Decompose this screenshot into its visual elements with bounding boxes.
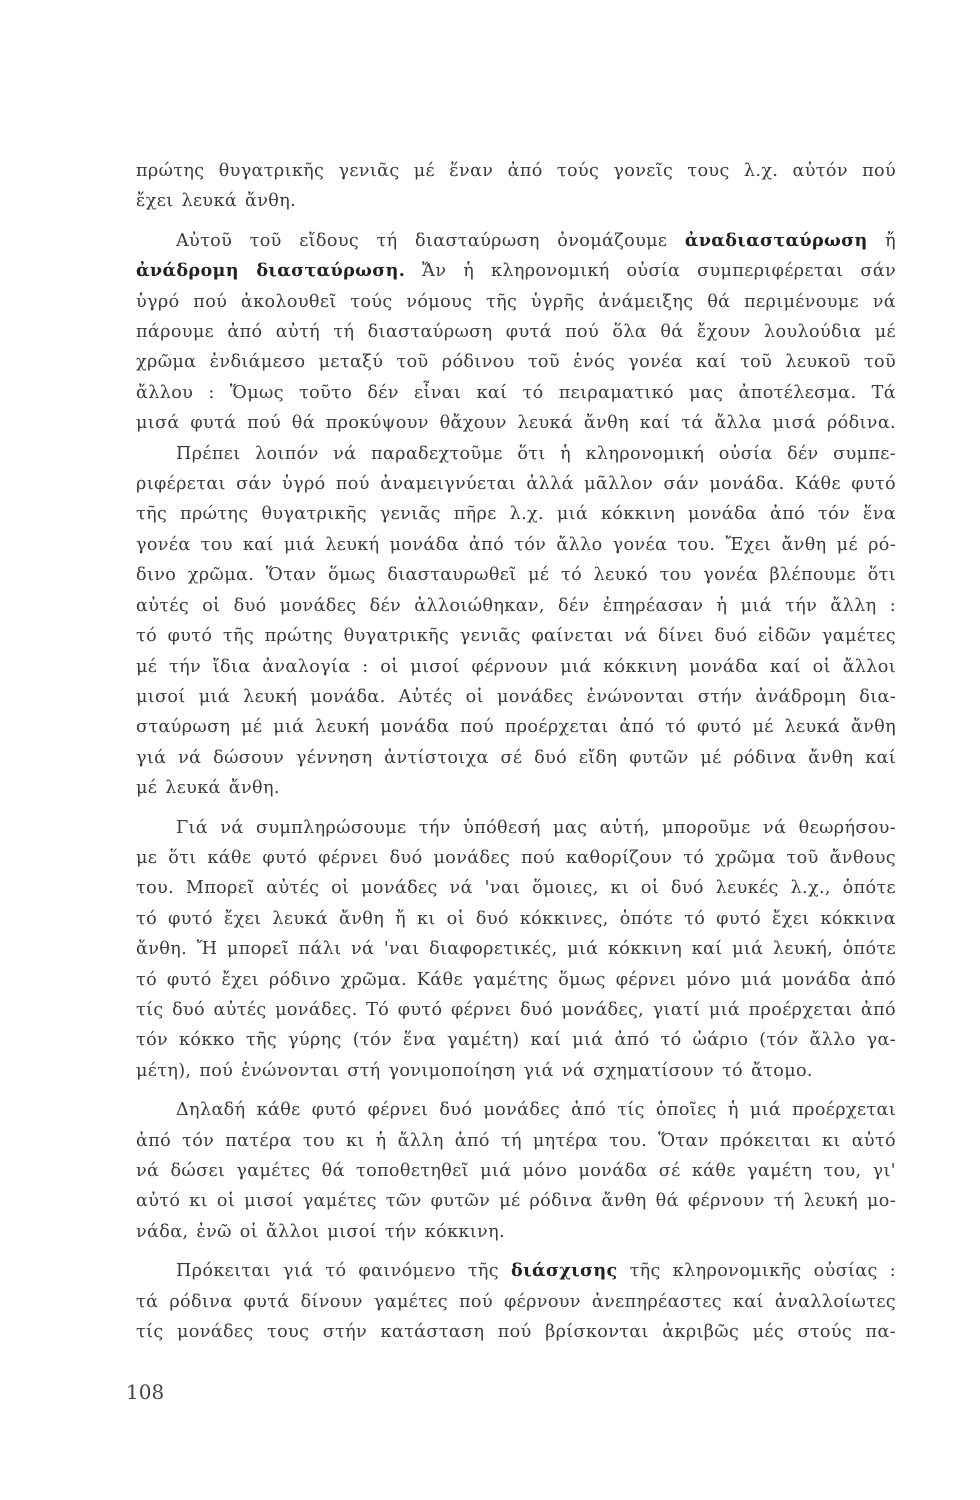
text-line: ὑγρό πού ἀκολουθεῖ τούς νόμους τῆς ὑγρῆς ἀνάμειξης θά περιμένουμε νά xyxy=(136,291,896,312)
text-line xyxy=(136,1256,896,1286)
text-line: ἀπό τόν πατέρα του κι ἡ ἄλλη ἀπό τή μητέρα του. Ὅταν πρόκειται κι αὐτό xyxy=(136,1130,896,1151)
body-text xyxy=(136,156,896,1347)
text-line: ἔχει λευκά ἄνθη. xyxy=(136,191,297,212)
text-line: Γιά νά συμπληρώσουμε τήν ὑπόθεσή μας αὐτή, μποροῦμε νά θεωρήσου- xyxy=(176,817,896,838)
text-line: ἄλλου : Ὅμως τοῦτο δέν εἶναι καί τό πειραματικό μας ἀποτέλεσμα. Τά xyxy=(136,382,896,403)
text-line: του. Μπορεῖ αὐτές οἱ μονάδες νά 'ναι ὅμοιες, κι οἱ δυό λευκές λ.χ., ὁπότε xyxy=(136,878,896,899)
paragraph-1 xyxy=(136,156,896,217)
text-run: Πρόκειται γιά τό φαινόμενο τῆς xyxy=(176,1261,512,1282)
paragraph-6 xyxy=(136,1256,896,1347)
text-line: τό φυτό ἔχει ρόδινο χρῶμα. Κάθε γαμέτης ὅμως φέρνει μόνο μιά μονάδα ἀπό xyxy=(136,969,896,990)
text-line: νά δώσει γαμέτες θά τοποθετηθεῖ μιά μόνο μονάδα σέ κάθε γαμέτη του, γι' xyxy=(136,1161,896,1181)
paragraph-4 xyxy=(136,813,896,1087)
paragraph-2 xyxy=(136,226,896,439)
paragraph-3 xyxy=(136,439,896,804)
text-line xyxy=(136,256,896,286)
text-line: Δηλαδή κάθε φυτό φέρνει δυό μονάδες ἀπό τίς ὁποῖες ἡ μιά προέρχεται xyxy=(176,1100,896,1121)
paragraph-5 xyxy=(136,1095,896,1247)
bold-term: ἀναδιασταύρωση xyxy=(684,229,868,251)
text-line: πάρουμε ἀπό αὐτή τή διασταύρωση φυτά πού ὅλα θά ἔχουν λουλούδια μέ xyxy=(136,322,896,343)
text-run: ἤ xyxy=(867,230,896,251)
text-line: αὐτές οἱ δυό μονάδες δέν ἀλλοιώθηκαν, δέν ἐπηρέασαν ἡ μιά τήν ἄλλη : xyxy=(136,595,896,616)
text-line: μισά φυτά πού θά προκύψουν θἄχουν λευκά ἄνθη καί τά ἄλλα μισά ρόδινα. xyxy=(136,413,896,434)
text-line: μέ λευκά ἄνθη. xyxy=(136,778,280,799)
text-line: τίς δυό αὐτές μονάδες. Τό φυτό φέρνει δυό μονάδες, γιατί μιά προέρχεται ἀπό xyxy=(136,999,896,1020)
bold-term: ἀνάδρομη διασταύρωση. xyxy=(136,260,406,282)
text-line: τίς μονάδες τους στήν κατάσταση πού βρίσκονται ἀκριβῶς μές στούς πα- xyxy=(136,1322,896,1343)
text-line: ἄνθη. Ἤ μπορεῖ πάλι νά 'ναι διαφορετικές, μιά κόκκινη καί μιά λευκή, ὁπότε xyxy=(136,939,896,960)
text-run: τῆς κληρονομικῆς οὐσίας : xyxy=(617,1261,896,1282)
text-line: μέτη), πού ἑνώνονται στή γονιμοποίηση γιά νά σχηματίσουν τό ἄτομο. xyxy=(136,1060,813,1081)
text-line: μέ τήν ἴδια ἀναλογία : οἱ μισοί φέρνουν μιά κόκκινη μονάδα καί οἱ ἄλλοι xyxy=(136,656,896,677)
text-run: Ἄν ἡ κληρονομική οὐσία συμπεριφέρεται σάν xyxy=(405,261,896,282)
text-line: μισοί μιά λευκή μονάδα. Αὐτές οἱ μονάδες ἑνώνονται στήν ἀνάδρομη δια- xyxy=(136,686,896,707)
page-number: 108 xyxy=(126,1380,165,1404)
text-line: τά ρόδινα φυτά δίνουν γαμέτες πού φέρνουν ἀνεπηρέαστες καί ἀναλλοίωτες xyxy=(136,1291,896,1312)
text-line: σταύρωση μέ μιά λευκή μονάδα πού προέρχεται ἀπό τό φυτό μέ λευκά ἄνθη xyxy=(136,717,896,738)
text-line: ριφέρεται σάν ὑγρό πού ἀναμειγνύεται ἀλλά μᾶλλον σάν μονάδα. Κάθε φυτό xyxy=(136,474,896,495)
text-line: τό φυτό τῆς πρώτης θυγατρικῆς γενιᾶς φαίνεται νά δίνει δυό εἰδῶν γαμέτες xyxy=(136,626,896,647)
text-line: τῆς πρώτης θυγατρικῆς γενιᾶς πῆρε λ.χ. μιά κόκκινη μονάδα ἀπό τόν ἕνα xyxy=(136,504,896,525)
text-line: δινο χρῶμα. Ὅταν ὅμως διασταυρωθεῖ μέ τό λευκό του γονέα βλέπουμε ὅτι xyxy=(136,565,896,586)
text-line: Πρέπει λοιπόν νά παραδεχτοῦμε ὅτι ἡ κληρονομική οὐσία δέν συμπε- xyxy=(176,443,896,464)
text-line: τόν κόκκο τῆς γύρης (τόν ἕνα γαμέτη) καί μιά ἀπό τό ὠάριο (τόν ἄλλο γα- xyxy=(136,1030,896,1051)
text-line: με ὅτι κάθε φυτό φέρνει δυό μονάδες πού καθορίζουν τό χρῶμα τοῦ ἄνθους xyxy=(136,847,896,868)
text-run: Αὐτοῦ τοῦ εἴδους τή διασταύρωση ὀνομάζουμε xyxy=(176,230,685,251)
text-line: γονέα του καί μιά λευκή μονάδα ἀπό τόν ἄλλο γονέα του. Ἔχει ἄνθη μέ ρό- xyxy=(136,534,896,555)
text-line: χρῶμα ἐνδιάμεσο μεταξύ τοῦ ρόδινου τοῦ ἑνός γονέα καί τοῦ λευκοῦ τοῦ xyxy=(136,352,896,373)
text-line: τό φυτό ἔχει λευκά ἄνθη ἤ κι οἱ δυό κόκκινες, ὁπότε τό φυτό ἔχει κόκκινα xyxy=(136,908,896,929)
text-line: γιά νά δώσουν γέννηση ἀντίστοιχα σέ δυό εἴδη φυτῶν μέ ρόδινα ἄνθη καί xyxy=(136,747,896,768)
text-line: αὐτό κι οἱ μισοί γαμέτες τῶν φυτῶν μέ ρόδινα ἄνθη θά φέρνουν τή λευκή μο- xyxy=(136,1191,896,1212)
bold-term: διάσχισης xyxy=(511,1260,618,1282)
text-line xyxy=(136,226,896,256)
text-line: πρώτης θυγατρικῆς γενιᾶς μέ ἕναν ἀπό τούς γονεῖς τους λ.χ. αὐτόν πού xyxy=(136,161,896,181)
text-line: νάδα, ἐνῶ οἱ ἄλλοι μισοί τήν κόκκινη. xyxy=(136,1221,505,1242)
